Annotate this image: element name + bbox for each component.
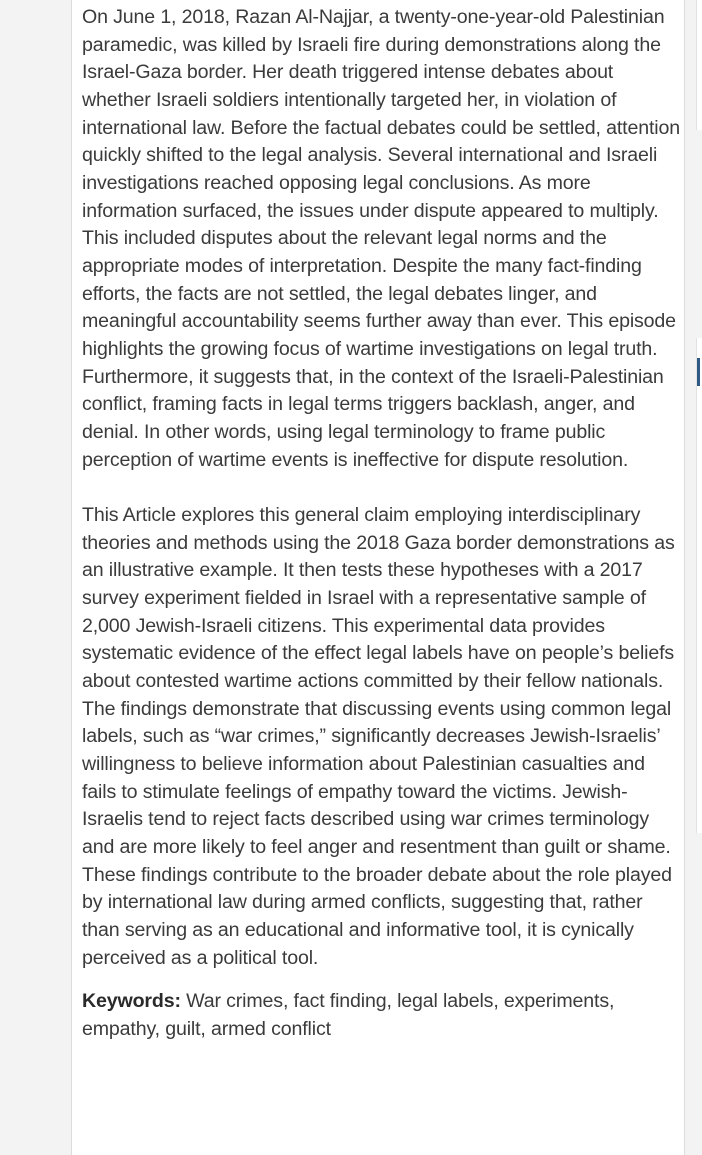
side-panel-edge-top bbox=[696, 0, 702, 130]
side-panel-edge bbox=[696, 338, 702, 833]
abstract bbox=[82, 4, 682, 1044]
abstract-paragraph-1: On June 1, 2018, Razan Al-Najjar, a twenty-one-year-old Palestinian paramedic, was killed by Israeli fire during demonstrations along the Israel-Gaza border. Her death triggered intense debates about whether Israeli soldiers intentionally targeted her, in violation of international law. Before the factual debates could be settled, attention quickly shifted to the legal analysis. Several international and Israeli investigations reached opposing legal conclusions. As more information surfaced, the issues under dispute appeared to multiply. This included disputes about the relevant legal norms and the appropriate modes of interpretation. Despite the many fact-finding efforts, the facts are not settled, the legal debates linger, and meaningful accountability seems further away than ever. This episode highlights the growing focus of wartime investigations on legal truth. Furthermore, it suggests that, in the context of the Israeli-Palestinian conflict, framing facts in legal terms triggers backlash, anger, and denial. In other words, using legal terminology to frame public perception of wartime events is ineffective for dispute resolution. bbox=[82, 6, 680, 471]
keywords-label: Keywords: bbox=[82, 990, 181, 1013]
keywords-list: War crimes, fact finding, legal labels, experiments, empathy, guilt, armed conflict bbox=[82, 990, 615, 1040]
keywords bbox=[82, 988, 682, 1043]
abstract-paragraph-2: This Article explores this general claim employing interdisciplinary theories and methods using the 2018 Gaza border demonstrations as an illustrative example. It then tests these hypotheses with a 2017 survey experiment fielded in Israel with a representative sample of 2,000 Jewish-Israeli citizens. This experimental data provides systematic evidence of the effect legal labels have on people’s beliefs about contested wartime actions committed by their fellow nationals. The findings demonstrate that discussing events using common legal labels, such as “war crimes,” significantly decreases Jewish-Israelis’ willingness to believe information about Palestinian casualties and fails to stimulate feelings of empathy toward the victims. Jewish-Israelis tend to reject facts described using war crimes terminology and are more likely to feel anger and resentment than guilt or shame. These findings contribute to the broader debate about the role played by international law during armed conflicts, suggesting that, rather than serving as an educational and informative tool, it is cynically perceived as a political tool. bbox=[82, 504, 675, 969]
side-tab-marker[interactable] bbox=[697, 358, 700, 386]
